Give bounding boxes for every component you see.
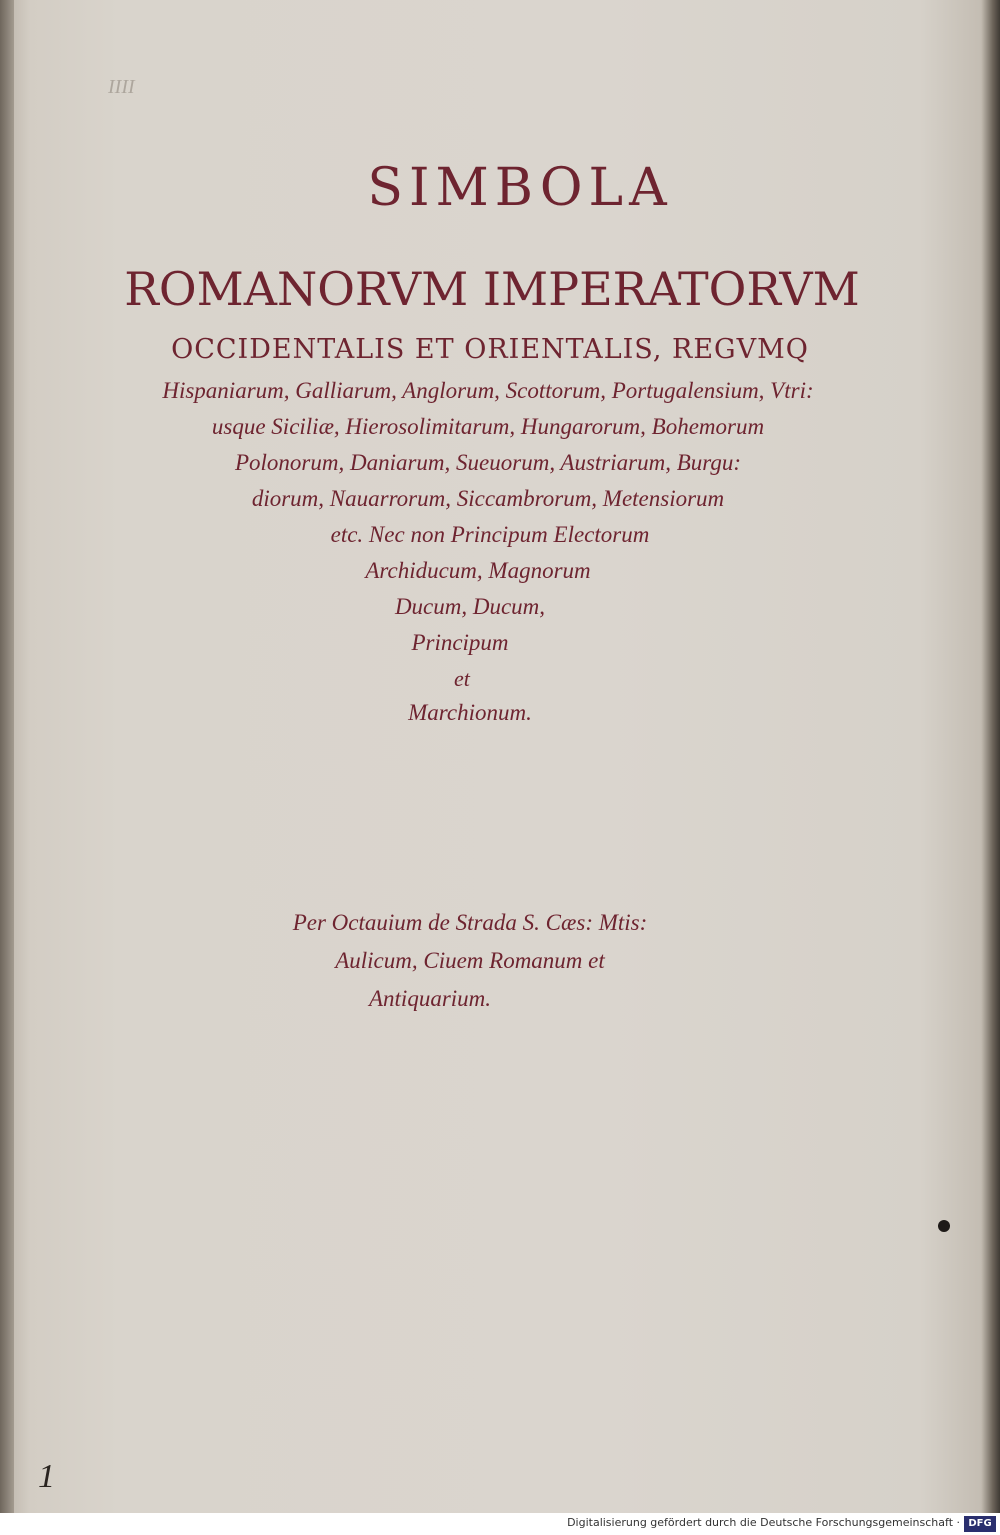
author-line: Per Octauium de Strada S. Cæs: Mtis: — [292, 910, 648, 935]
author-line: Aulicum, Ciuem Romanum et — [335, 948, 605, 973]
book-spine — [0, 0, 14, 1535]
title-romanorum-imperatorum: ROMANORVM IMPERATORVM — [124, 262, 860, 316]
digitization-footer — [0, 1513, 1000, 1535]
ink-spot — [938, 1220, 950, 1232]
body-line: Ducum, Ducum, — [394, 594, 546, 619]
body-line: et — [454, 666, 470, 691]
body-line: etc. Nec non Principum Electorum — [330, 522, 650, 547]
page-edge — [982, 0, 1000, 1535]
body-line: Hispaniarum, Galliarum, Anglorum, Scottorum, Portugalensium, Vtri: — [162, 378, 814, 403]
body-line: usque Siciliæ, Hierosolimitarum, Hungarorum, Bohemorum — [211, 414, 765, 439]
title-simbola: SIMBOLA — [367, 158, 673, 218]
dfg-logo: DFG — [964, 1516, 996, 1532]
body-line: diorum, Nauarrorum, Siccambrorum, Metensiorum — [251, 486, 725, 511]
footer-credit-text: Digitalisierung gefördert durch die Deutsche Forschungsgemeinschaft · — [567, 1516, 960, 1529]
author-line: Antiquarium. — [368, 986, 492, 1011]
body-line: Principum — [411, 630, 509, 655]
body-line: Archiducum, Magnorum — [365, 558, 591, 583]
folio-number: 1 — [38, 1458, 55, 1495]
body-line: Polonorum, Daniarum, Sueuorum, Austriarum, Burgu: — [234, 450, 741, 475]
body-line: Marchionum. — [408, 700, 532, 725]
title-occidentalis-orientalis: OCCIDENTALIS ET ORIENTALIS, REGVMQ — [171, 334, 809, 365]
shelfmark: IIII — [108, 76, 135, 98]
